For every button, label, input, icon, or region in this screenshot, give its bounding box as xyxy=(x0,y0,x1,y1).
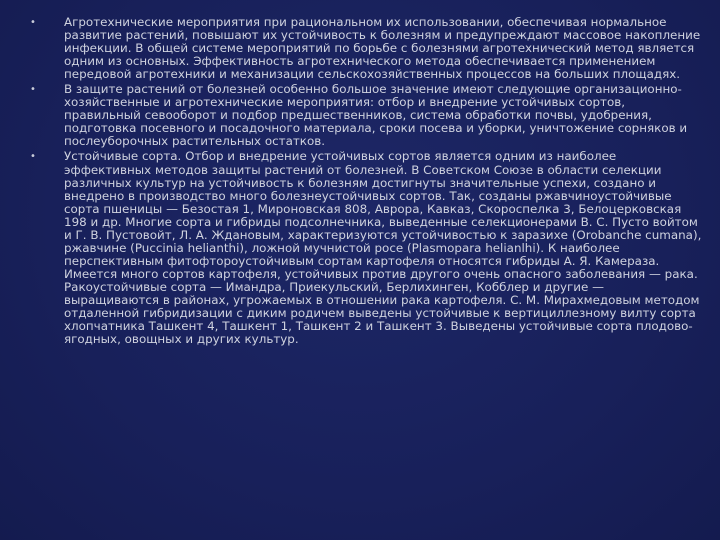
bullet-icon: • xyxy=(30,17,36,28)
bullet-item-resistant-varieties xyxy=(26,150,702,346)
bullet-list xyxy=(26,16,702,346)
bullet-text: Агротехнические мероприятия при рациональном их использовании, обеспечивая нормальное развитие растений, повышают их устойчивость к болезням и предупреждают массовое накопление инфекции. В общей системе мероприятий по борьбе с болезнями агротехнический метод является одним из основных. Эффективность агротехнического метода обеспечивается применением передовой агротехники и механизации сельскохозяйственных процессов на больших площадях. xyxy=(64,15,701,82)
bullet-icon: • xyxy=(30,151,36,163)
bullet-text: Устойчивые сорта. Отбор и внедрение устойчивых сортов является одним из наиболее эффективных методов защиты растений от болезней. В Советском Союзе в области селекции различных культур на устойчивость к болезням достигнуты значительные успехи, создано и внедрено в производство много болезнеустойчивых сортов. Так, созданы ржавчиноустойчивые сорта пшеницы — Безостая 1, Мироновская 808, Аврора, Кавказ, Скороспелка 3, Белоцерковская 198 и др. Многие сорта и гибриды подсолнечника, выведенные селекционерами В. С. Пусто войтом и Г. В. Пустовойт, Л. А. Ждановым, характеризуются устойчивостью к заразихе (Orobanche cumana), ржавчине (Puccinia helianthi), ложной мучнистой росе (Plasmopara helianlhi). К наиболее перспективным фитофтороустойчивым сортам картофеля относятся гибриды А. Я. Камераза. Имеется много сортов картофеля, устойчивых против другого очень опасного заболевания — рака. Ракоустойчивые сорта — Имандра, Приекульский, Берлихинген, Кобблер и другие — выращиваются в районах, угрожаемых в отношении рака картофеля. С. М. Мирахмедовым методом отдаленной гибридизации с диким родичем выведены устойчивые к вертициллезному вилту сорта хлопчатника Ташкент 4, Ташкент 1, Ташкент 2 и Ташкент 3. Выведены устойчивые сорта плодово-ягодных, овощных и других культур. xyxy=(64,149,702,347)
bullet-item-protection-measures xyxy=(26,83,702,148)
bullet-icon: • xyxy=(30,84,36,96)
bullet-text: В защите растений от болезней особенно большое значение имеют следующие организационно-хозяйственные и агротехнические мероприятия: отбор и внедрение устойчивых сортов, правильный севооборот и подбор предшественников, система обработки почвы, удобрения, подготовка посевного и посадочного материала, сроки посева и уборки, уничтожение сорняков и послеуборочных растительных остатков. xyxy=(64,82,688,149)
bullet-item-agrotechnical xyxy=(26,16,702,81)
